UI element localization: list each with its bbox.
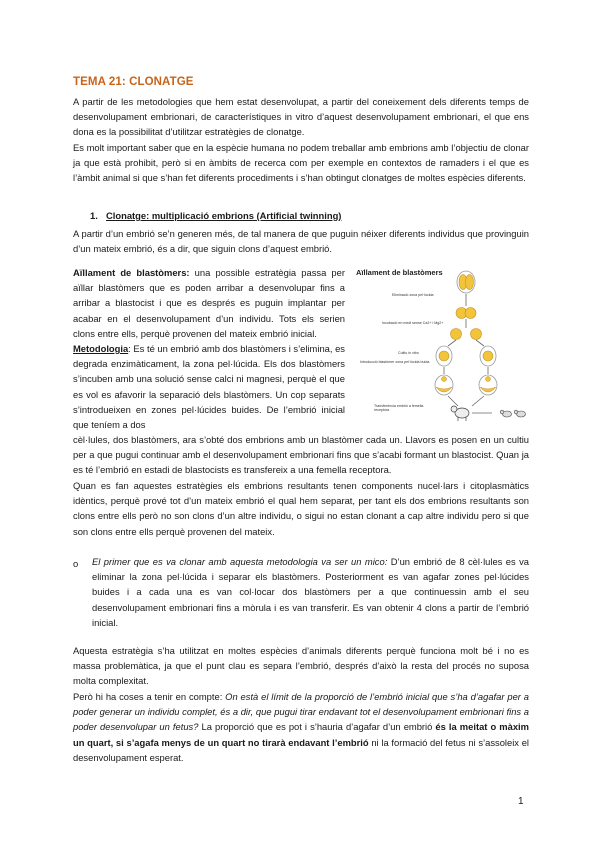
pero-text-3: ni la formació del fetus ni s’assoleix el desenvolupament esperat. (73, 736, 530, 763)
recipient-female-icon (451, 406, 469, 421)
aillament-text: una possible estratègia passa per aïllar blastòmers que es poden arribar a desenvolupar fins a arribar a blastocist i que es després es puguin implantar per acabar en el desenvolupament d’un individu. Tots els serien clons entre ells, perquè provenen del mateix embrió inicial. (73, 267, 345, 339)
arrow-5a (448, 396, 458, 406)
pero-bold: és la meitat o màxim un quart, si s’agafa menys de un quart no tirarà endavant l’embrió (73, 721, 529, 748)
offspring-icon-1 (500, 410, 511, 417)
pero-paragraph (73, 689, 529, 765)
bullet-item (92, 554, 529, 630)
bullet-italic: El primer que es va clonar amb aquesta metodologia va ser un mico: (92, 556, 388, 567)
page-title: TEMA 21: CLONATGE (73, 76, 194, 88)
metodologia-paragraph (73, 341, 345, 432)
initial-embryo (457, 271, 475, 293)
figure-label-1: Eliminació zona pel·lúcida (392, 293, 434, 297)
pero-text-1: Però hi ha coses a tenir en compte: (73, 691, 226, 702)
section-heading-text: Clonatge: multiplicació embrions (Artificial twinning) (106, 210, 342, 221)
bullet-marker: o (73, 558, 79, 569)
page-number: 1 (518, 796, 524, 807)
section-intro: A partir d’un embrió se’n generen més, de tal manera de que puguin néixer diferents individus que provinguin d’un mateix embrió, és a dir, que siguin clons d’aquest embrió. (73, 228, 529, 255)
metodologia-text-column: : Es té un embrió amb dos blastòmers i s’elimina, es degrada enzimàticament, la zona pel·lúcida. Els dos blastòmers s’incuben amb una solució sense calci ni magnesi, perquè el que es vol es afavorir la separació dels blastòmers. Un cop separats s’introdueixen en zones pel·lúcides buides. De l’embrió inicial que teníem a dos (73, 343, 345, 431)
figure-label-5: Transferència embrió a femella receptora (374, 404, 424, 413)
metodologia-label: Metodologia (73, 343, 129, 354)
bullet-text: D’un embrió de 8 cèl·lules es va eliminar la zona pel·lúcida i separar els blastòmers. Posteriorment es van agafar zones pel·lúcides buides i a cada una es van col·locar dos blastòmers per a que continuessin amb el seu desenvolupament embrionari fins a mòrula i es van transferir. Es van obtenir 4 clons a partir de l’embrió inicial. (92, 556, 529, 628)
figure-label-2: Incubació en medi sense Ca2+ i Mg2+ (382, 321, 444, 325)
pero-text-2: La proporció que es pot i s’hauria d’agafar d’un embrió (198, 721, 436, 733)
blastocyst-left (435, 375, 453, 395)
aillament-label: Aïllament de blastòmers: (73, 267, 190, 278)
arrow-3a (448, 340, 456, 346)
figure-label-4: Introducció blastòmer zona pel·lúcida buida (360, 360, 430, 364)
figure-drawing (352, 266, 532, 428)
blastomere-figure (352, 266, 532, 428)
figure-label-3: Cultiu in vitro (398, 351, 419, 355)
metodologia-continuation: cèl·lules, dos blastòmers, ara s’obté dos embrions amb un blastòmer cada un. Llavors es posen en un cultiu per a que pugui continuar amb el desenvolupament embrionari fins que s’acabi formant un blastocist. Quan ja es té l’embrió en estadi de blastocists es transfereix a una femella receptora. (73, 434, 529, 476)
aillament-paragraph (73, 265, 345, 341)
offspring-icon-2 (514, 410, 525, 417)
section-number: 1. (90, 210, 98, 221)
separated-blastomeres (451, 329, 482, 340)
blastocyst-right (479, 375, 497, 395)
arrow-3b (476, 340, 484, 346)
intro-paragraph-1: A partir de les metodologies que hem estat desenvolupat, a partir del coneixement dels diferents temps de desenvolupament embrionari, de característiques in vitro d’aquest desenvolupament embrionari, el que ens dona es la possibilitat d’utilitzar estratègies de clonatge. (73, 96, 529, 138)
blastomere-in-zona-left (436, 346, 452, 366)
aquesta-paragraph: Aquesta estratègia s’ha utilitzat en moltes espècies d’animals diferents perquè funciona molt bé i no es massa problemàtica, ja que el punt clau es separa l’embrió, després d’això la resta del procés no suposa molta complexitat. (73, 645, 529, 687)
section-heading (90, 210, 341, 221)
pero-italic: On està el límit de la proporció de l’embrió inicial que s’ha d’agafar per a poder generar un individu complet, és a dir, que pugui tirar endavant tot el desenvolupament embrionari fins a poder desenvolupar un fetus? (73, 691, 529, 733)
figure-title: Aïllament de blastòmers (356, 268, 443, 277)
quan-paragraph: Quan es fan aquestes estratègies els embrions resultants tenen components nucel·lars i citoplasmàtics idèntics, perquè prové tot d’un mateix embrió el qual hem separat, per tant els dos embrions resultants son clons entre ells però no son clons d’un altre individu, o sigui no estan clonant a cap altre individu pero si que son clons entre ells perquè provenen del mateix. (73, 480, 529, 537)
intro-paragraph-2: Es molt important saber que en la espècie humana no podem treballar amb embrions amb l’objectiu de clonar ja que està prohibit, però si en àmbits de recerca com per exemple en contextos de ramaders i el que es l’àmbit animal si que s’han fet diferents procediments i s’han obtingut clonatges de moltes espècies diferents. (73, 142, 529, 184)
blastomere-in-zona-right (480, 346, 496, 366)
naked-embryo (456, 308, 476, 319)
arrow-5b (472, 396, 484, 406)
